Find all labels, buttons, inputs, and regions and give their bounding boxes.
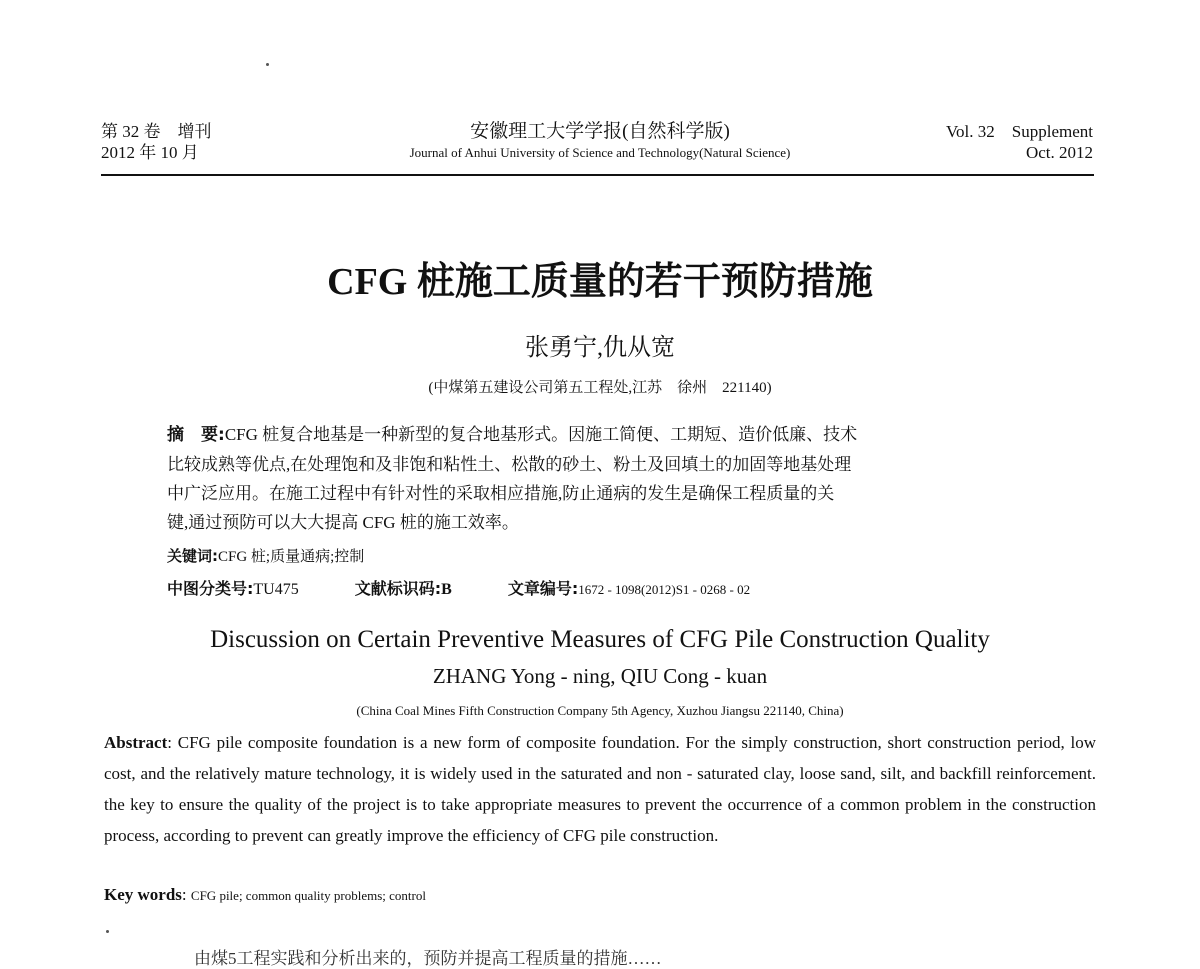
authors-cn: 张勇宁,仇从宽	[525, 335, 675, 361]
abstract-en-label: Abstract	[104, 733, 168, 752]
scan-speck	[106, 930, 109, 933]
keywords-en: Key words: CFG pile; common quality problems; control	[104, 885, 426, 904]
date-en: Oct. 2012	[1025, 143, 1093, 162]
header-center	[320, 121, 880, 163]
abstract-cn-label: 摘 要:	[167, 425, 225, 445]
keywords-cn-text: CFG 桩;质量通病;控制	[218, 549, 365, 565]
authors-en: ZHANG Yong - ning, QIU Cong - kuan	[432, 664, 768, 688]
keywords-cn	[167, 545, 364, 566]
clc-number: 中图分类号:TU475	[167, 579, 299, 598]
journal-name-cn: 安徽理工大学学报(自然科学版)	[470, 121, 730, 142]
scan-speck	[266, 63, 269, 66]
header-left	[101, 121, 212, 163]
keywords-en-text: CFG pile; common quality problems; control	[190, 888, 426, 903]
document-code: 文献标识码:B	[354, 579, 452, 598]
paper-title-cn: CFG 桩施工质量的若干预防措施	[327, 261, 873, 303]
abstract-cn-line: 中广泛应用。在施工过程中有针对性的采取相应措施,防止通病的发生是确保工程质量的关	[167, 484, 835, 503]
volume-cn: 第 32 卷 增刊	[101, 122, 212, 141]
journal-name-en: Journal of Anhui University of Science and Technology(Natural Science)	[409, 145, 791, 160]
keywords-cn-label: 关键词:	[167, 547, 218, 565]
abstract-en: Abstract: CFG pile composite foundation is a new form of composite foundation. For the simply construction, short construction period, low cost, and the relatively mature technology, it is widely used in the saturated and non - saturated clay, loose sand, silt, and backfill reinforcement. the key to ensure the quality of the project is to take appropriate measures to prevent the occurrence of a common problem in the construction process, according to prevent can greatly improve the efficiency of CFG pile construction.	[104, 733, 1096, 845]
volume-en: Vol. 32 Supplement	[945, 122, 1093, 141]
abstract-cn-line: 键,通过预防可以大大提高 CFG 桩的施工效率。	[167, 513, 519, 532]
body-text-cutoff: 由煤5工程实践和分析出来的，预防并提高工程质量的措施……	[160, 949, 662, 968]
header-right	[946, 121, 1093, 163]
abstract-cn-line: 比较成熟等优点,在处理饱和及非饱和粘性土、松散的砂土、粉土及回填土的加固等地基处理	[167, 455, 852, 474]
abstract-cn	[167, 420, 1042, 537]
date-cn: 2012 年 10 月	[101, 143, 199, 162]
keywords-en-label: Key words	[104, 885, 182, 904]
article-number: 文章编号:1672 - 1098(2012)S1 - 0268 - 02	[507, 579, 751, 598]
paper-title-en: Discussion on Certain Preventive Measures of CFG Pile Construction Quality	[210, 626, 990, 653]
header-rule	[101, 174, 1094, 176]
affiliation-en: (China Coal Mines Fifth Construction Company 5th Agency, Xuzhou Jiangsu 221140, China)	[356, 703, 844, 718]
classification-row	[167, 576, 1067, 599]
abstract-cn-line: 摘 要:CFG 桩复合地基是一种新型的复合地基形式。因施工简便、工期短、造价低廉、技术	[167, 425, 858, 445]
abstract-en-text: CFG pile composite foundation is a new form of composite foundation. For the simply construction, short construction period, low cost, and the relatively mature technology, it is widely used in the saturated and non - saturated clay, loose sand, silt, and backfill reinforcement. the key to ensure the quality of the project is to take appropriate measures to prevent the occurrence of a common problem in the construction process, according to prevent can greatly improve the efficiency of CFG pile construction.	[104, 733, 1096, 845]
affiliation-cn: (中煤第五建设公司第五工程处,江苏 徐州 221140)	[428, 380, 772, 396]
